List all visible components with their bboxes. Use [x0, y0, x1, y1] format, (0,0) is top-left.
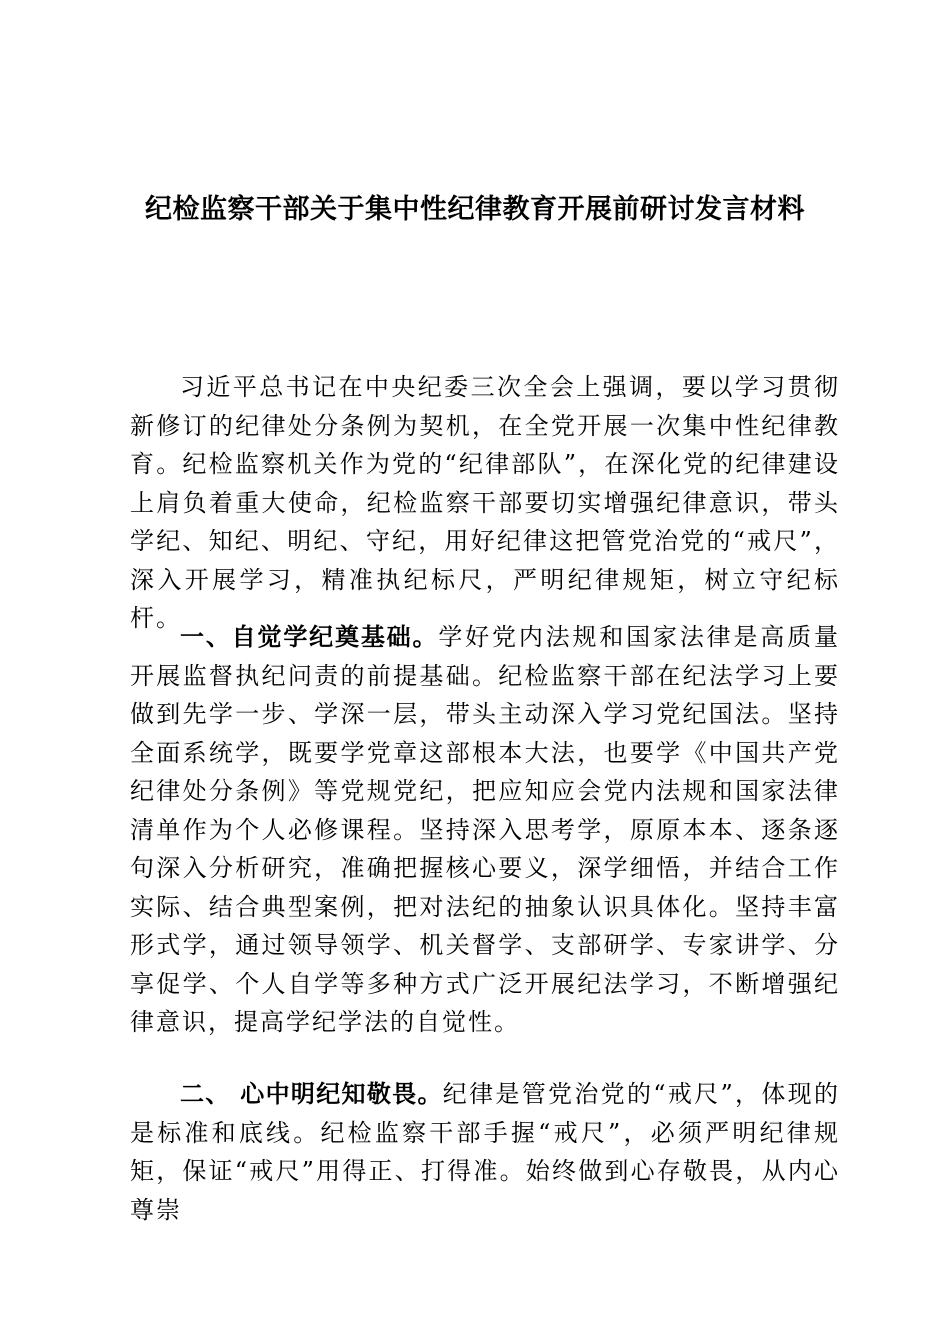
section-2-heading: 二、 心中明纪知敬畏。 [180, 1080, 443, 1108]
section-1-text: 学好党内法规和国家法律是高质量开展监督执纪问责的前提基础。纪检监察干部在纪法学习上要做到先学一步、学深一层，带头主动深入学习党纪国法。坚持全面系统学，既要学党章这部根本大法，也要学《中国共产党纪律处分条例》等党规党纪，把应知应会党内法规和国家法律清单作为个人必修课程。坚持深入思考学，原原本本、逐条逐句深入分析研究，准确把握核心要义，深学细悟，并结合工作实际、结合典型案例，把对法纪的抽象认识具体化。坚持丰富形式学，通过领导领学、机关督学、支部研学、专家讲学、分享促学、个人自学等多种方式广泛开展纪法学习，不断增强纪律意识，提高学纪学法的自觉性。 [130, 623, 841, 1036]
intro-paragraph [130, 368, 840, 638]
section-1-paragraph [130, 618, 840, 1042]
document-title: 纪检监察干部关于集中性纪律教育开展前研讨发言材料 [145, 194, 805, 225]
section-2-text: 纪律是管党治党的“戒尺”，体现的是标准和底线。纪检监察干部手握“戒尺”，必须严明纪律规矩，保证“戒尺”用得正、打得准。始终做到心存敬畏，从内心尊崇 [130, 1080, 840, 1224]
section-1-heading: 一、自觉学纪奠基础。 [180, 623, 439, 651]
intro-paragraph-text: 习近平总书记在中央纪委三次全会上强调，要以学习贯彻新修订的纪律处分条例为契机，在全党开展一次集中性纪律教育。纪检监察机关作为党的“纪律部队”，在深化党的纪律建设上肩负着重大使命，纪检监察干部要切实增强纪律意识，带头学纪、知纪、明纪、守纪，用好纪律这把管党治党的“戒尺”，深入开展学习，精准执纪标尺，严明纪律规矩，树立守纪标杆。 [130, 373, 840, 632]
section-2-paragraph [130, 1075, 840, 1229]
